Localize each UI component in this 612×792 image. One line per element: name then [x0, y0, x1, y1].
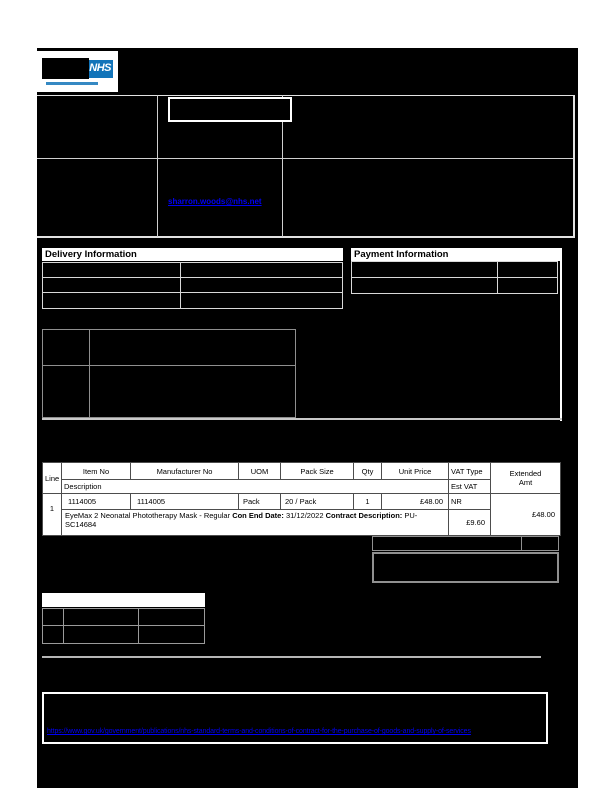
- redacted-cell: [64, 626, 138, 643]
- col-header-description: Description: [62, 480, 449, 494]
- redacted-cell: [90, 366, 295, 417]
- line-items-table: [42, 462, 561, 536]
- delivery-information-title: Delivery Information: [42, 248, 343, 261]
- contract-description-value: PU-SC14684: [65, 511, 418, 530]
- redacted-cell: [43, 263, 180, 277]
- item-no-value: 1114005: [62, 494, 131, 510]
- col-header-est-vat: Est VAT: [449, 480, 491, 494]
- redacted-cell: [181, 278, 342, 292]
- contract-description-label: Contract Description:: [325, 511, 403, 520]
- est-vat-value: £9.60: [449, 510, 491, 536]
- item-description: [62, 510, 449, 536]
- nhs-logo: [37, 51, 118, 92]
- redacted-cell: [373, 537, 521, 550]
- nhs-wordmark: NHS: [89, 62, 111, 74]
- manufacturer-no-value: 1114005: [131, 494, 239, 510]
- right-section-border: [560, 248, 562, 421]
- col-header-pack-size: Pack Size: [281, 463, 354, 480]
- header-table-bottom-border: [37, 236, 575, 238]
- redacted-cell: [498, 278, 557, 293]
- terms-and-conditions-box: [42, 692, 548, 744]
- redacted-cell: [498, 262, 557, 277]
- redacted-cell: [139, 626, 204, 643]
- col-header-unit-price: Unit Price: [382, 463, 449, 480]
- bottom-section-header-strip: [42, 593, 205, 607]
- redacted-cell: [43, 366, 89, 417]
- totals-row-box: [372, 536, 559, 551]
- redacted-trust-name: [42, 58, 89, 79]
- redacted-cell: [139, 609, 204, 625]
- delivery-information-table: [42, 262, 343, 309]
- totals-summary-box: [372, 552, 559, 583]
- terms-and-conditions-link[interactable]: https://www.gov.uk/government/publications/nhs-standard-terms-and-conditions-of-contract-for-the-purchase-of-goods-and-supply-of-services: [47, 728, 471, 735]
- po-number-box: [168, 97, 292, 122]
- footer-divider-line: [42, 656, 541, 658]
- unit-price-value: £48.00: [382, 494, 449, 510]
- col-header-qty: Qty: [354, 463, 382, 480]
- redacted-cell: [43, 609, 63, 625]
- redacted-cell: [181, 293, 342, 308]
- redacted-cell: [90, 330, 295, 365]
- payment-information-table: [351, 261, 558, 294]
- header-table-top-border: [37, 95, 575, 96]
- con-end-date-value: 31/12/2022: [285, 511, 324, 520]
- redacted-cell: [352, 262, 497, 277]
- redacted-cell: [352, 278, 497, 293]
- uom-value: Pack: [239, 494, 281, 510]
- header-table-col-border-1: [157, 95, 158, 237]
- redacted-cell: [522, 537, 558, 550]
- redacted-cell: [181, 263, 342, 277]
- description-text: EyeMax 2 Neonatal Phototherapy Mask - Regular: [65, 511, 231, 520]
- qty-value: 1: [354, 494, 382, 510]
- redacted-cell: [43, 293, 180, 308]
- redacted-cell: [43, 626, 63, 643]
- pack-size-value: 20 / Pack: [281, 494, 354, 510]
- order-details-bottom-border: [42, 418, 562, 420]
- col-header-line: Line: [43, 463, 62, 494]
- payment-information-title: Payment Information: [351, 248, 561, 261]
- buyer-email-link[interactable]: sharron.woods@nhs.net: [168, 197, 262, 206]
- line-number: 1: [43, 494, 62, 536]
- extended-amt-value: £48.00: [491, 494, 561, 536]
- header-table-row-border: [37, 158, 575, 159]
- nhs-logo-blue-bar: [42, 60, 113, 78]
- order-details-table: [42, 329, 296, 418]
- redacted-cell: [43, 278, 180, 292]
- header-table-right-border: [573, 95, 575, 237]
- redacted-cell: [64, 609, 138, 625]
- nhs-logo-subtitle-line: [46, 82, 98, 85]
- col-header-manufacturer-no: Manufacturer No: [131, 463, 239, 480]
- col-header-vat-type: VAT Type: [449, 463, 491, 480]
- col-header-extended-amt: Extended Amt: [491, 463, 561, 494]
- bottom-summary-table: [42, 608, 205, 644]
- col-header-uom: UOM: [239, 463, 281, 480]
- col-header-item-no: Item No: [62, 463, 131, 480]
- vat-type-value: NR: [449, 494, 491, 510]
- redacted-cell: [43, 330, 89, 365]
- con-end-date-label: Con End Date:: [232, 511, 284, 520]
